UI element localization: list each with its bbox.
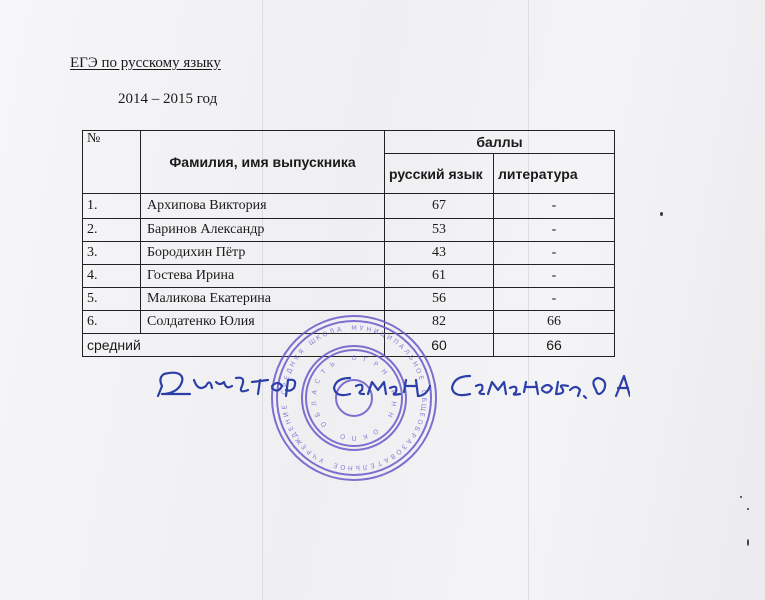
russian-score: 61	[385, 265, 494, 288]
average-label: средний	[83, 334, 385, 357]
seal-glyph: Ч	[311, 451, 320, 461]
scan-speck	[660, 212, 663, 216]
academic-year: 2014 – 2015 год	[118, 91, 218, 107]
seal-glyph: И	[281, 411, 291, 418]
seal-glyph: Т	[319, 367, 329, 376]
seal-glyph: Е	[282, 374, 292, 381]
seal-glyph: А	[336, 325, 343, 334]
row-number: 2.	[83, 219, 141, 242]
seal-glyph: С	[312, 377, 323, 386]
average-literature: 66	[494, 334, 615, 357]
col-header-name: Фамилия, имя выпускника	[141, 131, 385, 194]
average-russian: 60	[385, 334, 494, 357]
literature-score: -	[494, 242, 615, 265]
seal-glyph: Д	[289, 430, 300, 440]
seal-glyph: Е	[286, 424, 296, 433]
scan-speck	[747, 508, 749, 510]
seal-glyph: Щ	[418, 403, 428, 412]
seal-glyph: Ж	[293, 436, 305, 447]
seal-glyph: О	[413, 366, 424, 375]
seal-glyph: О	[321, 329, 330, 339]
seal-glyph: Ц	[378, 329, 387, 339]
row-number: 5.	[83, 288, 141, 311]
table-row	[83, 219, 615, 242]
seal-glyph: П	[351, 434, 357, 442]
seal-glyph: З	[399, 442, 409, 452]
seal-glyph: Р	[408, 431, 418, 439]
seal-glyph: Л	[402, 347, 412, 357]
seal-glyph: У	[359, 324, 364, 333]
seal-glyph: Б	[313, 410, 323, 419]
seal-glyph: Я	[296, 347, 306, 357]
seal-glyph: Л	[328, 326, 336, 337]
student-name: Солдатенко Юлия	[141, 311, 385, 334]
student-name: Архипова Виктория	[141, 194, 385, 219]
seal-glyph: А	[382, 455, 391, 465]
seal-glyph: Е	[416, 374, 426, 381]
literature-score: -	[494, 265, 615, 288]
seal-glyph: Н	[288, 360, 298, 369]
document-title: ЕГЭ по русскому языку	[70, 55, 221, 71]
seal-glyph: Т	[376, 458, 383, 468]
seal-glyph: И	[385, 332, 394, 343]
seal-glyph: И	[372, 326, 380, 337]
seal-glyph: Ш	[307, 336, 318, 348]
table-row	[83, 265, 615, 288]
russian-score: 82	[385, 311, 494, 334]
header-row	[83, 131, 615, 154]
seal-glyph: Ь	[406, 353, 416, 362]
student-name: Маликова Екатерина	[141, 288, 385, 311]
seal-glyph: А	[310, 389, 319, 396]
seal-glyph: О	[415, 418, 425, 426]
seal-glyph: Р	[280, 382, 290, 388]
director-signature	[150, 353, 630, 419]
seal-glyph: И	[389, 389, 398, 396]
seal-glyph: К	[361, 431, 369, 441]
row-number: 6.	[83, 311, 141, 334]
seal-glyph: К	[314, 333, 323, 343]
row-number: 4.	[83, 265, 141, 288]
student-name: Гостева Ирина	[141, 265, 385, 288]
col-header-literature: литература	[494, 154, 615, 194]
seal-glyph: Р	[371, 359, 380, 369]
literature-score: -	[494, 194, 615, 219]
seal-glyph: В	[388, 451, 397, 461]
seal-glyph: О	[339, 462, 347, 472]
russian-score: 56	[385, 288, 494, 311]
seal-glyph: Н	[365, 325, 373, 334]
seal-glyph: У	[318, 455, 326, 465]
seal-glyph: Н	[347, 463, 353, 473]
seal-glyph: О	[351, 354, 357, 362]
student-name: Баринов Александр	[141, 219, 385, 242]
scan-speck	[740, 496, 742, 498]
seal-glyph: А	[404, 437, 414, 446]
seal-glyph: Е	[280, 404, 289, 410]
col-header-scores: баллы	[385, 131, 615, 154]
seal-glyph: Е	[299, 442, 309, 452]
scan-speck	[747, 539, 749, 546]
student-name: Бородихин Пётр	[141, 242, 385, 265]
seal-glyph: О	[394, 447, 404, 457]
literature-score: 66	[494, 311, 615, 334]
russian-score: 67	[385, 194, 494, 219]
seal-glyph: Б	[419, 397, 429, 403]
seal-glyph: О	[371, 426, 380, 437]
seal-glyph: Г	[362, 355, 369, 364]
row-number: 1.	[83, 194, 141, 219]
table-row	[83, 194, 615, 219]
seal-glyph: Я	[292, 353, 302, 362]
seal-glyph: Е	[332, 461, 339, 470]
seal-glyph: Е	[417, 411, 427, 418]
col-header-russian: русский язык	[385, 154, 494, 194]
seal-glyph: Н	[389, 400, 398, 407]
seal-glyph: О	[419, 389, 428, 396]
seal-glyph: Д	[284, 366, 295, 375]
seal-glyph: Р	[305, 447, 314, 457]
seal-glyph: Н	[385, 410, 396, 419]
seal-glyph: Е	[369, 461, 376, 470]
seal-glyph: М	[351, 324, 357, 332]
table-row	[83, 288, 615, 311]
col-header-number: №	[83, 131, 141, 194]
seal-glyph: П	[391, 337, 401, 347]
seal-glyph: О	[319, 419, 329, 429]
seal-glyph: Н	[283, 418, 293, 426]
seal-glyph: Н	[410, 360, 420, 369]
literature-score: -	[494, 288, 615, 311]
literature-score: -	[494, 219, 615, 242]
seal-glyph: А	[397, 342, 406, 351]
seal-glyph: Ь	[328, 359, 337, 369]
seal-glyph: Н	[379, 367, 389, 377]
seal-glyph: Ь	[355, 463, 361, 473]
seal-glyph: Л	[362, 462, 369, 472]
table-row	[83, 242, 615, 265]
russian-score: 53	[385, 219, 494, 242]
seal-glyph: С	[280, 389, 289, 396]
row-number: 3.	[83, 242, 141, 265]
seal-glyph: Б	[412, 424, 422, 433]
seal-glyph: Л	[310, 400, 319, 407]
russian-score: 43	[385, 242, 494, 265]
seal-glyph: О	[339, 431, 347, 441]
